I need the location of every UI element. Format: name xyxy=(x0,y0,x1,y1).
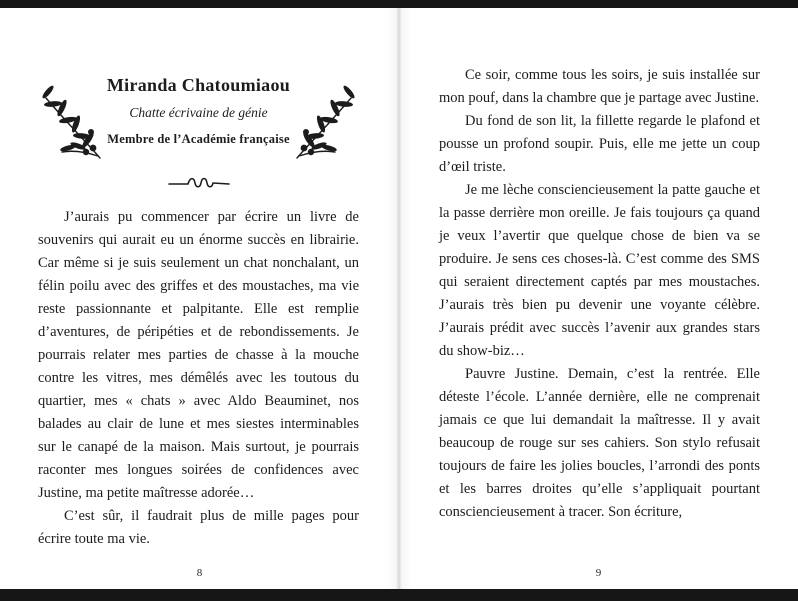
paragraph: Ce soir, comme tous les soirs, je suis installée sur mon pouf, dans la chambre que je partage avec Justine. xyxy=(439,67,760,106)
left-page xyxy=(0,8,399,589)
right-page xyxy=(399,8,798,589)
page-number-left: 8 xyxy=(196,567,203,579)
page-number-right: 9 xyxy=(595,567,602,579)
chapter-title: Miranda Chatoumiaou xyxy=(106,75,291,95)
chapter-subtitle: Chatte écrivaine de génie xyxy=(129,105,268,120)
olive-branch-left-icon xyxy=(38,84,108,164)
paragraph: Du fond de son lit, la fillette regarde le plafond et pousse un profond soupir. Puis, elle me jette un coup d’œil triste. xyxy=(439,113,760,175)
bottom-border-band xyxy=(0,589,798,601)
paragraph: J’aurais pu commencer par écrire un livre de souvenirs qui aurait eu un énorme succès en librairie. Car même si je suis seulement un chat nonchalant, un félin poilu avec des griffes et des moustaches, ma vie reste passionnante et palpitante. Elle est remplie d’aventures, de péripéties et de rebondissements. Je pourrais relater mes parties de chasse à la mouche contre les vitres, mes démêlés avec les toutous du quartier, mes « chats » avec Aldo Beauminet, nos balades au clair de lune et mes siestes interminables sur le canapé de la maison. Mais surtout, je pourrais raconter mes longues soirées de confidences avec Justine, ma petite maîtresse adorée… xyxy=(38,209,359,501)
olive-branch-right-icon xyxy=(289,84,359,164)
top-border-band xyxy=(0,0,798,8)
paragraph: Je me lèche consciencieusement la patte gauche et la passe derrière mon oreille. Je fais toujours ça quand je veux l’avertir que quelque chose de bien va se produire. Je sens ces choses-là. C’est comme des SMS qui seraient directement captés par mes moustaches. J’aurais très bien pu devenir une voyante célèbre. J’aurais prédit avec succès l’avenir aux grandes stars du show-biz… xyxy=(439,182,760,359)
paragraph: C’est sûr, il faudrait plus de mille pages pour écrire toute ma vie. xyxy=(38,508,359,547)
squiggle-ornament-icon xyxy=(38,174,359,194)
paragraph: Pauvre Justine. Demain, c’est la rentrée. Elle déteste l’école. L’année dernière, elle ne comprenait jamais ce que lui demandait la maîtresse. Il y avait beaucoup de rouge sur ses cahiers. Son stylo refusait toujours de faire les jolies boucles, l’arrondi des ponts et les barres droites qu’elle s’appliquait pourtant consciencieusement à tracer. Son écriture, xyxy=(439,366,760,520)
page-spread xyxy=(0,8,798,589)
chapter-header xyxy=(38,74,359,168)
chapter-membership: Membre de l’Académie française xyxy=(107,132,290,146)
